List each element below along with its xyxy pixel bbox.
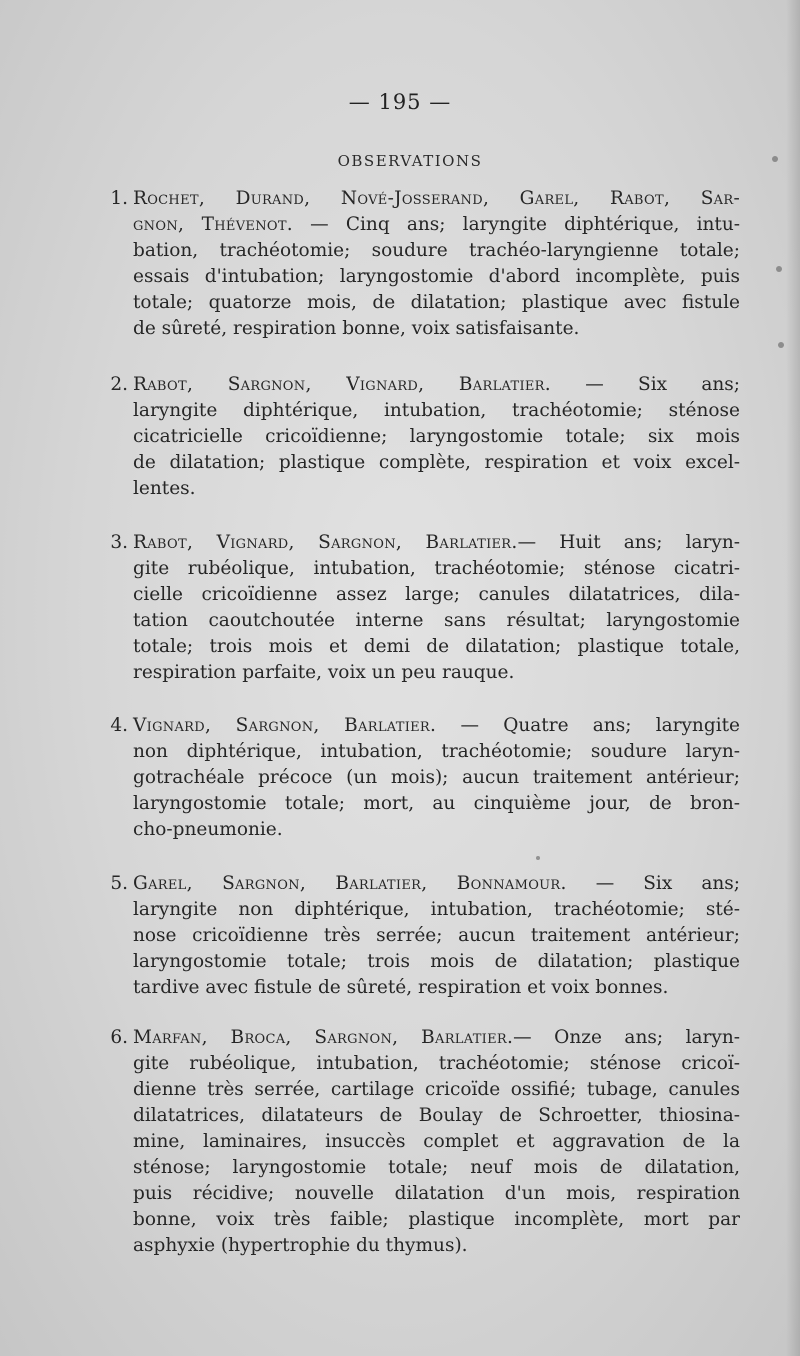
text-line: gite rubéolique, intubation, trachéotomie; sténose cricoï- [133, 1053, 740, 1074]
observation-number: 6. [110, 1027, 128, 1048]
page-number: — 195 — [348, 90, 452, 114]
text-line: puis récidive; nouvelle dilatation d'un mois, respiration [133, 1183, 740, 1204]
observation-number: 4. [110, 715, 128, 736]
text-line: tation caoutchoutée interne sans résultat; laryngostomie [133, 610, 740, 631]
scan-speck [772, 156, 778, 162]
observation-number: 3. [110, 532, 128, 553]
text-line: Garel, Sargnon, Barlatier, Bonnamour. — Six ans; [133, 873, 740, 894]
text-line: laryngostomie totale; mort, au cinquième jour, de bron- [133, 793, 740, 814]
observation-2 [100, 372, 740, 502]
observation-text [133, 530, 740, 686]
text-line: non diphtérique, intubation, trachéotomie; soudure laryn- [133, 741, 740, 762]
observation-text [133, 871, 740, 1001]
scan-speck [776, 266, 782, 272]
observation-number: 2. [110, 374, 128, 395]
text-line: gotrachéale précoce (un mois); aucun traitement antérieur; [133, 767, 740, 788]
text-line: dilatatrices, dilatateurs de Boulay de Schroetter, thiosina- [133, 1105, 740, 1126]
scan-speck [778, 342, 784, 348]
text-line: bonne, voix très faible; plastique incomplète, mort par [133, 1209, 740, 1230]
text-line: nose cricoïdienne très serrée; aucun traitement antérieur; [133, 925, 740, 946]
text-line: laryngite diphtérique, intubation, trachéotomie; sténose [133, 400, 740, 421]
text-line: totale; trois mois et demi de dilatation; plastique totale, [133, 636, 740, 657]
observation-6 [100, 1025, 740, 1259]
observation-3 [100, 530, 740, 686]
observation-text [133, 1025, 740, 1259]
text-line: tardive avec fistule de sûreté, respiration et voix bonnes. [133, 977, 669, 998]
text-line: de sûreté, respiration bonne, voix satisfaisante. [133, 318, 580, 339]
text-line-rest: — Cinq ans; laryngite diphtérique, intu- [292, 214, 740, 235]
text-line: de dilatation; plastique complète, respiration et voix excel- [133, 452, 740, 473]
observation-1 [100, 186, 740, 342]
text-line: Rabot, Vignard, Sargnon, Barlatier.— Huit ans; laryn- [133, 532, 740, 553]
text-line: asphyxie (hypertrophie du thymus). [133, 1235, 468, 1256]
observation-5 [100, 871, 740, 1001]
text-line: laryngite non diphtérique, intubation, trachéotomie; sté- [133, 899, 740, 920]
text-line: Rochet, Durand, Nové-Josserand, Garel, Rabot, Sar- [133, 188, 740, 209]
observation-text [133, 713, 740, 843]
page-edge-shadow [786, 0, 800, 1356]
text-line: lentes. [133, 478, 196, 499]
text-line: gnon, Thévenot. — Cinq ans; laryngite diphtérique, intu- [133, 214, 740, 235]
text-line: essais d'intubation; laryngostomie d'abord incomplète, puis [133, 266, 740, 287]
observation-number: 5. [110, 873, 128, 894]
observation-text [133, 186, 740, 342]
text-line: totale; quatorze mois, de dilatation; plastique avec fistule [133, 292, 740, 313]
text-line: cho-pneumonie. [133, 819, 283, 840]
text-line: Marfan, Broca, Sargnon, Barlatier.— Onze ans; laryn- [133, 1027, 740, 1048]
text-line: dienne très serrée, cartilage cricoïde ossifié; tubage, canules [133, 1079, 740, 1100]
text-line: bation, trachéotomie; soudure trachéo-laryngienne totale; [133, 240, 740, 261]
text-line: cicatricielle cricoïdienne; laryngostomie totale; six mois [133, 426, 740, 447]
text-line: Rabot, Sargnon, Vignard, Barlatier. — Six ans; [133, 374, 740, 395]
observation-number: 1. [110, 188, 128, 209]
text-line: cielle cricoïdienne assez large; canules dilatatrices, dila- [133, 584, 740, 605]
observation-text [133, 372, 740, 502]
observation-4 [100, 713, 740, 843]
text-line: gite rubéolique, intubation, trachéotomie; sténose cicatri- [133, 558, 740, 579]
scan-speck [536, 856, 540, 860]
text-line: respiration parfaite, voix un peu rauque. [133, 662, 515, 683]
text-line: sténose; laryngostomie totale; neuf mois de dilatation, [133, 1157, 740, 1178]
section-title: OBSERVATIONS [337, 152, 483, 170]
text-line: mine, laminaires, insuccès complet et aggravation de la [133, 1131, 740, 1152]
text-line: laryngostomie totale; trois mois de dilatation; plastique [133, 951, 740, 972]
text-line: Vignard, Sargnon, Barlatier. — Quatre ans; laryngite [133, 715, 740, 736]
